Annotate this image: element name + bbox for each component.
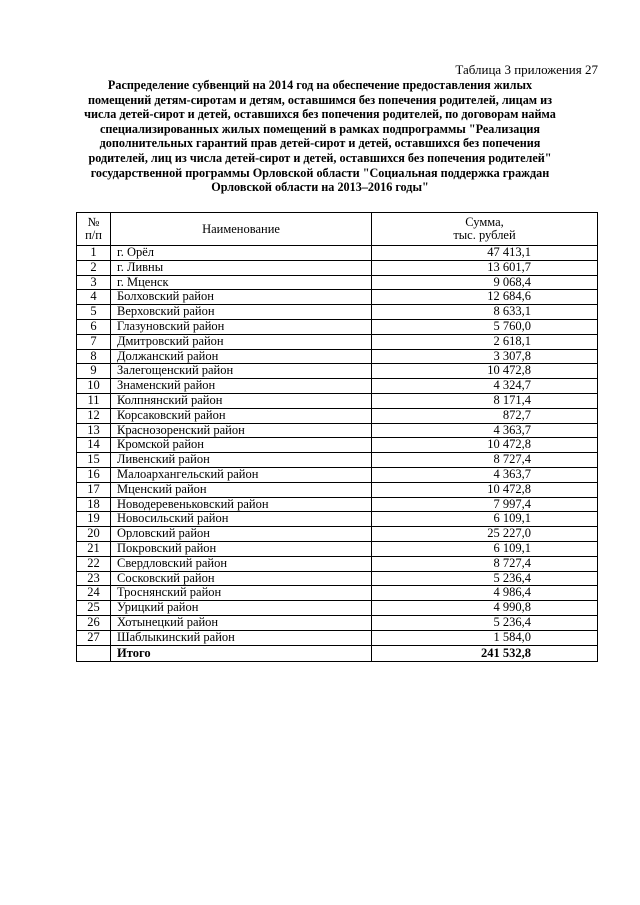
- row-sum: 872,7: [372, 408, 598, 423]
- table-row: [77, 571, 598, 586]
- row-number: 2: [77, 260, 111, 275]
- title-line: специализированных жилых помещений в рамках подпрограммы "Реализация: [100, 121, 540, 136]
- row-sum: 7 997,4: [372, 497, 598, 512]
- row-name: Троснянский район: [111, 586, 372, 601]
- row-number: 10: [77, 379, 111, 394]
- table-row: [77, 438, 598, 453]
- row-number: 26: [77, 615, 111, 630]
- row-number: 27: [77, 630, 111, 645]
- row-name: Урицкий район: [111, 601, 372, 616]
- table-row: [77, 467, 598, 482]
- row-sum: 5 760,0: [372, 319, 598, 334]
- row-number: 24: [77, 586, 111, 601]
- row-sum: 4 986,4: [372, 586, 598, 601]
- total-sum: 241 532,8: [372, 645, 598, 661]
- table-header-row: [77, 213, 598, 246]
- row-number: 21: [77, 541, 111, 556]
- row-number: 25: [77, 601, 111, 616]
- row-number: 19: [77, 512, 111, 527]
- row-name: Колпнянский район: [111, 393, 372, 408]
- table-row: [77, 512, 598, 527]
- total-row: [77, 645, 598, 661]
- title-line: числа детей-сирот и детей, оставшихся без попечения родителей, по договорам найма: [84, 107, 556, 122]
- row-sum: 8 633,1: [372, 305, 598, 320]
- row-sum: 3 307,8: [372, 349, 598, 364]
- row-sum: 4 363,7: [372, 467, 598, 482]
- row-number: 4: [77, 290, 111, 305]
- row-sum: 9 068,4: [372, 275, 598, 290]
- row-name: Сосковский район: [111, 571, 372, 586]
- table-row: [77, 364, 598, 379]
- table-row: [77, 601, 598, 616]
- row-sum: 2 618,1: [372, 334, 598, 349]
- row-number: 13: [77, 423, 111, 438]
- row-sum: 13 601,7: [372, 260, 598, 275]
- row-number: 15: [77, 453, 111, 468]
- row-name: Верховский район: [111, 305, 372, 320]
- header-number: [77, 213, 111, 246]
- row-sum: 4 324,7: [372, 379, 598, 394]
- total-label: Итого: [111, 645, 372, 661]
- table-row: [77, 379, 598, 394]
- row-number: 8: [77, 349, 111, 364]
- row-name: Дмитровский район: [111, 334, 372, 349]
- table-row: [77, 408, 598, 423]
- table-row: [77, 246, 598, 261]
- row-number: 14: [77, 438, 111, 453]
- row-sum: 8 171,4: [372, 393, 598, 408]
- table-row: [77, 497, 598, 512]
- row-number: 17: [77, 482, 111, 497]
- row-sum: 4 990,8: [372, 601, 598, 616]
- row-sum: 6 109,1: [372, 512, 598, 527]
- table-body: [77, 246, 598, 646]
- row-sum: 6 109,1: [372, 541, 598, 556]
- row-number: 11: [77, 393, 111, 408]
- title-line: Распределение субвенций на 2014 год на обеспечение предоставления жилых: [107, 78, 533, 92]
- appendix-reference: Таблица 3 приложения 27: [455, 62, 598, 77]
- table-row: [77, 334, 598, 349]
- title-line: Орловской области на 2013–2016 годы": [211, 180, 429, 195]
- row-sum: 8 727,4: [372, 453, 598, 468]
- row-sum: 5 236,4: [372, 615, 598, 630]
- row-number: 18: [77, 497, 111, 512]
- row-sum: 10 472,8: [372, 364, 598, 379]
- subsidy-table: [76, 212, 598, 662]
- row-name: Шаблыкинский район: [111, 630, 372, 645]
- row-number: 1: [77, 246, 111, 261]
- row-name: г. Ливны: [111, 260, 372, 275]
- row-sum: 5 236,4: [372, 571, 598, 586]
- row-sum: 8 727,4: [372, 556, 598, 571]
- row-number: 5: [77, 305, 111, 320]
- table-row: [77, 349, 598, 364]
- header-number-line2: п/п: [85, 228, 102, 242]
- row-number: 23: [77, 571, 111, 586]
- row-name: Корсаковский район: [111, 408, 372, 423]
- row-name: г. Орёл: [111, 246, 372, 261]
- row-name: Кромской район: [111, 438, 372, 453]
- table-row: [77, 305, 598, 320]
- table-row: [77, 453, 598, 468]
- row-name: Глазуновский район: [111, 319, 372, 334]
- row-name: Хотынецкий район: [111, 615, 372, 630]
- row-number: 12: [77, 408, 111, 423]
- title-line: дополнительных гарантий прав детей-сирот и детей, оставшихся без попечения: [99, 136, 541, 151]
- row-name: Покровский район: [111, 541, 372, 556]
- table-row: [77, 541, 598, 556]
- row-sum: 4 363,7: [372, 423, 598, 438]
- row-name: Малоархангельский район: [111, 467, 372, 482]
- row-sum: 12 684,6: [372, 290, 598, 305]
- row-number: 6: [77, 319, 111, 334]
- total-number-cell: [77, 645, 111, 661]
- row-name: Новосильский район: [111, 512, 372, 527]
- row-name: Краснозоренский район: [111, 423, 372, 438]
- title-line: помещений детям-сиротам и детям, оставшимся без попечения родителей, лицам из: [87, 92, 553, 107]
- row-sum: 10 472,8: [372, 482, 598, 497]
- table-row: [77, 586, 598, 601]
- row-sum: 10 472,8: [372, 438, 598, 453]
- row-number: 22: [77, 556, 111, 571]
- row-name: Залегощенский район: [111, 364, 372, 379]
- table-row: [77, 630, 598, 645]
- header-number-line1: №: [87, 215, 100, 229]
- table-row: [77, 615, 598, 630]
- table-row: [77, 556, 598, 571]
- row-number: 9: [77, 364, 111, 379]
- row-name: Болховский район: [111, 290, 372, 305]
- row-number: 16: [77, 467, 111, 482]
- row-name: Мценский район: [111, 482, 372, 497]
- row-name: г. Мценск: [111, 275, 372, 290]
- document-title: [80, 78, 560, 195]
- row-name: Должанский район: [111, 349, 372, 364]
- table-row: [77, 290, 598, 305]
- header-sum: [372, 213, 598, 246]
- table-row: [77, 275, 598, 290]
- title-line: родителей, лиц из числа детей-сирот и детей, оставшихся без попечения родителей": [88, 150, 552, 165]
- table-row: [77, 423, 598, 438]
- table-row: [77, 319, 598, 334]
- table-row: [77, 482, 598, 497]
- table-row: [77, 393, 598, 408]
- table-row: [77, 527, 598, 542]
- row-sum: 25 227,0: [372, 527, 598, 542]
- header-sum-line1: Сумма,: [465, 215, 504, 229]
- row-name: Орловский район: [111, 527, 372, 542]
- row-name: Новодеревеньковский район: [111, 497, 372, 512]
- header-name: Наименование: [111, 213, 372, 246]
- row-number: 7: [77, 334, 111, 349]
- row-name: Свердловский район: [111, 556, 372, 571]
- row-sum: 47 413,1: [372, 246, 598, 261]
- header-sum-line2: тыс. рублей: [453, 228, 516, 242]
- table-row: [77, 260, 598, 275]
- row-name: Знаменский район: [111, 379, 372, 394]
- row-sum: 1 584,0: [372, 630, 598, 645]
- title-line: государственной программы Орловской области "Социальная поддержка граждан: [90, 165, 550, 180]
- row-name: Ливенский район: [111, 453, 372, 468]
- row-number: 20: [77, 527, 111, 542]
- row-number: 3: [77, 275, 111, 290]
